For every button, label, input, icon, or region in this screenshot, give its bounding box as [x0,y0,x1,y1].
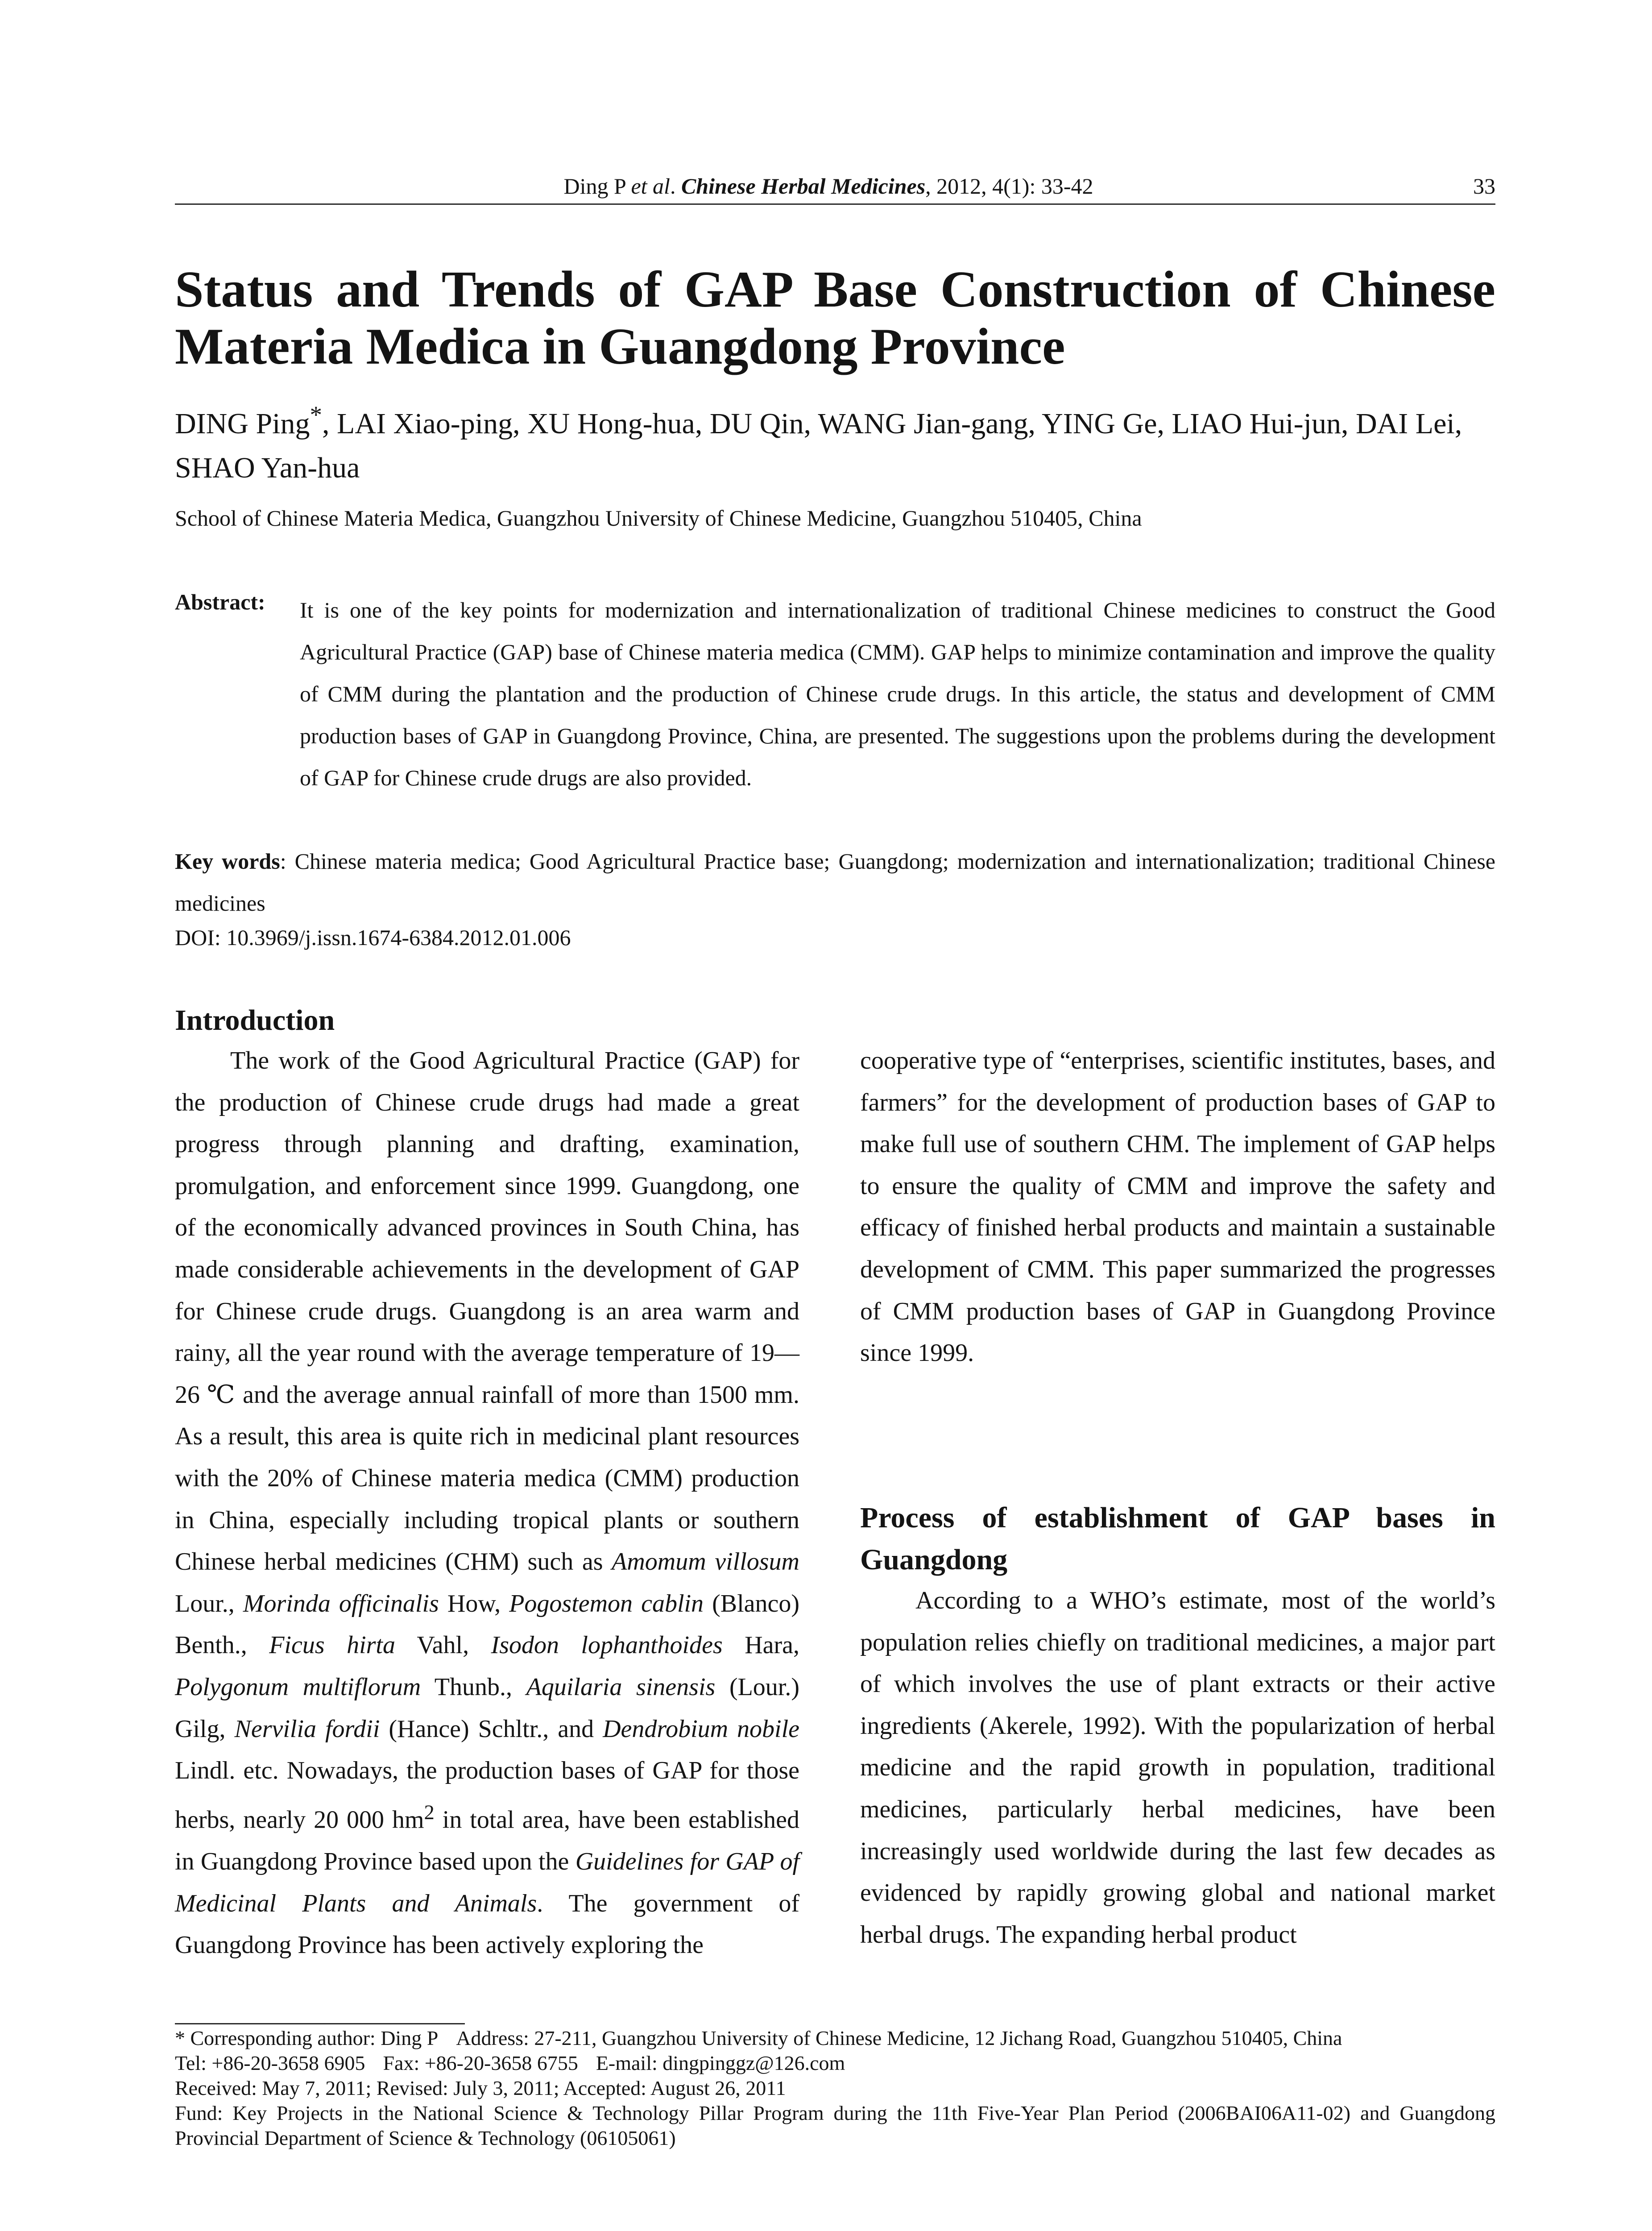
author-fax: Fax: +86-20-3658 6755 [383,2052,578,2074]
species-pogostemon: Pogostemon cablin [509,1589,704,1617]
intro-text-6: Hara, [722,1631,800,1659]
journal-name: Chinese Herbal Medicines [681,174,926,199]
intro-text-11: in total area, have been established in Guangdong Province based upon the [175,1806,799,1875]
species-nervilia: Nervilia fordii [234,1715,380,1743]
intro-text-4: (Blanco) Benth., [175,1589,800,1659]
species-aquilaria: Aquilaria sinensis [526,1673,716,1701]
footnote-received: Received: May 7, 2011; Revised: July 3, 2011; Accepted: August 26, 2011 [175,2077,786,2099]
footnote-contact [175,2051,1495,2076]
footnote-corresponding [175,2026,1495,2051]
corresponding-mark: * [310,401,323,428]
species-isodon: Isodon lophanthoides [491,1631,723,1659]
author-email: E-mail: dingpinggz@126.com [596,2052,845,2074]
species-amomum: Amomum villosum [612,1548,799,1576]
keywords-text: : Chinese materia medica; Good Agricultural Practice base; Guangdong; modernization and internationalization; traditional Chinese medicines [175,849,1495,916]
superscript-two: 2 [424,1800,435,1824]
intro-text-1: The work of the Good Agricultural Practice (GAP) for the production of Chinese crude drugs had made a great progress through planning and drafting, examination, promulgation, and enforcement since 1999. Guangdong, one of the economically advanced provinces in South China, has made considerable achievements in the development of GAP for Chinese crude drugs. Guangdong is an area warm and rainy, all the year round with the average temperature of 19—26 ℃ and the average annual rainfall of more than 1500 mm. As a result, this area is quite rich in medicinal plant resources with the 20% of Chinese materia medica (CMM) production in China, especially including tropical plants or southern Chinese herbal medicines (CHM) such as [175,1047,799,1576]
section-heading-introduction: Introduction [175,1004,335,1037]
right-column-process [860,1580,1495,1956]
author-address: Address: 27-211, Guangzhou University of Chinese Medicine, 12 Jichang Road, Guangzhou 510405, China [456,2027,1342,2049]
title-line-1: Status and Trends of GAP Base Construction of Chinese [175,261,1495,318]
guideline-title: Guidelines for GAP of Medicinal Plants and Animals [175,1847,800,1917]
article-title [175,261,1495,375]
keywords [175,840,1495,924]
affiliation: School of Chinese Materia Medica, Guangzhou University of Chinese Medicine, Guangzhou 510405, China [175,506,1142,531]
corresponding-author: * Corresponding author: Ding P [175,2027,439,2049]
species-ficus: Ficus hirta [269,1631,395,1659]
abstract-label: Abstract: [175,589,265,614]
citation-etal: et al [631,174,670,199]
footnote-rule [175,2023,465,2024]
running-header [175,173,1482,199]
intro-text-7: Thunb., [421,1673,526,1701]
abstract-text: It is one of the key points for modernization and internationalization of traditional Chinese medicines to construct the Good Agricultural Practice (GAP) base of Chinese materia medica (CMM). GAP helps to minimize contamination and improve the quality of CMM during the plantation and the production of Chinese crude drugs. In this article, the status and development of CMM production bases of GAP in Guangdong Province, China, are presented. The suggestions upon the problems during the development of GAP for Chinese crude drugs are also provided. [300,597,1495,790]
process-paragraph: According to a WHO’s estimate, most of the world’s population relies chiefly on traditional medicines, a major part of which involves the use of plant extracts or their active ingredients (Akerele, 1992). With the popularization of herbal medicine and the rapid growth in population, traditional medicines, particularly herbal medicines, have been increasingly used worldwide during the last few decades as evidenced by rapidly growing global and national market herbal drugs. The expanding herbal product [860,1587,1495,1949]
right-column-intro [860,1040,1495,1374]
intro-text-2: Lour., [175,1589,243,1617]
intro-text-8: (Lour.) Gilg, [175,1673,800,1743]
intro-text-12: . The government of Guangdong Province has been actively exploring the [175,1889,799,1959]
header-rule [175,203,1495,205]
intro-paragraph-continued [860,1040,1495,1374]
intro-text-9: (Hance) Schltr., and [380,1715,603,1743]
footnotes [175,2026,1495,2151]
intro-text-5: Vahl, [395,1631,491,1659]
citation-dot: . [670,174,681,199]
intro-text-12: cooperative type of “enterprises, scientific institutes, bases, and farmers” for the development of production bases of GAP to make full use of southern CHM. The implement of GAP helps to ensure the quality of CMM and improve the safety and efficacy of finished herbal products and maintain a sustainable development of CMM. This paper summarized the progresses of CMM production bases of GAP in Guangdong Province since 1999. [860,1047,1495,1367]
author-tel: Tel: +86-20-3658 6905 [175,2052,365,2074]
citation-authors: Ding P [563,174,631,199]
keywords-label: Key words [175,849,280,874]
intro-text-10: Lindl. etc. Nowadays, the production bases of GAP for those herbs, nearly 20 000 hm [175,1757,799,1834]
first-author: DING Ping [175,407,310,440]
citation-volume: , 2012, 4(1): 33-42 [925,174,1093,199]
intro-paragraph [175,1040,799,1966]
section-heading-process: Process of establishment of GAP bases in Guangdong [860,1501,1495,1576]
author-list [175,393,1495,490]
left-column [175,1040,799,1966]
species-dendrobium: Dendrobium nobile [603,1715,800,1743]
doi: DOI: 10.3969/j.issn.1674-6384.2012.01.006 [175,925,571,950]
page-number: 33 [1473,174,1495,199]
species-morinda: Morinda officinalis [243,1589,439,1617]
footnote-fund: Fund: Key Projects in the National Science & Technology Pillar Program during the 11th Five-Year Plan Period (2006BAI06A11-02) and Guangdong Provincial Department of Science & Technology (06105061) [175,2102,1495,2149]
title-line-2: Materia Medica in Guangdong Province [175,318,1065,375]
intro-text-3: How, [439,1589,509,1617]
other-authors: , LAI Xiao-ping, XU Hong-hua, DU Qin, WANG Jian-gang, YING Ge, LIAO Hui-jun, DAI Lei, SHAO Yan-hua [175,407,1462,484]
species-polygonum: Polygonum multiflorum [175,1673,421,1701]
